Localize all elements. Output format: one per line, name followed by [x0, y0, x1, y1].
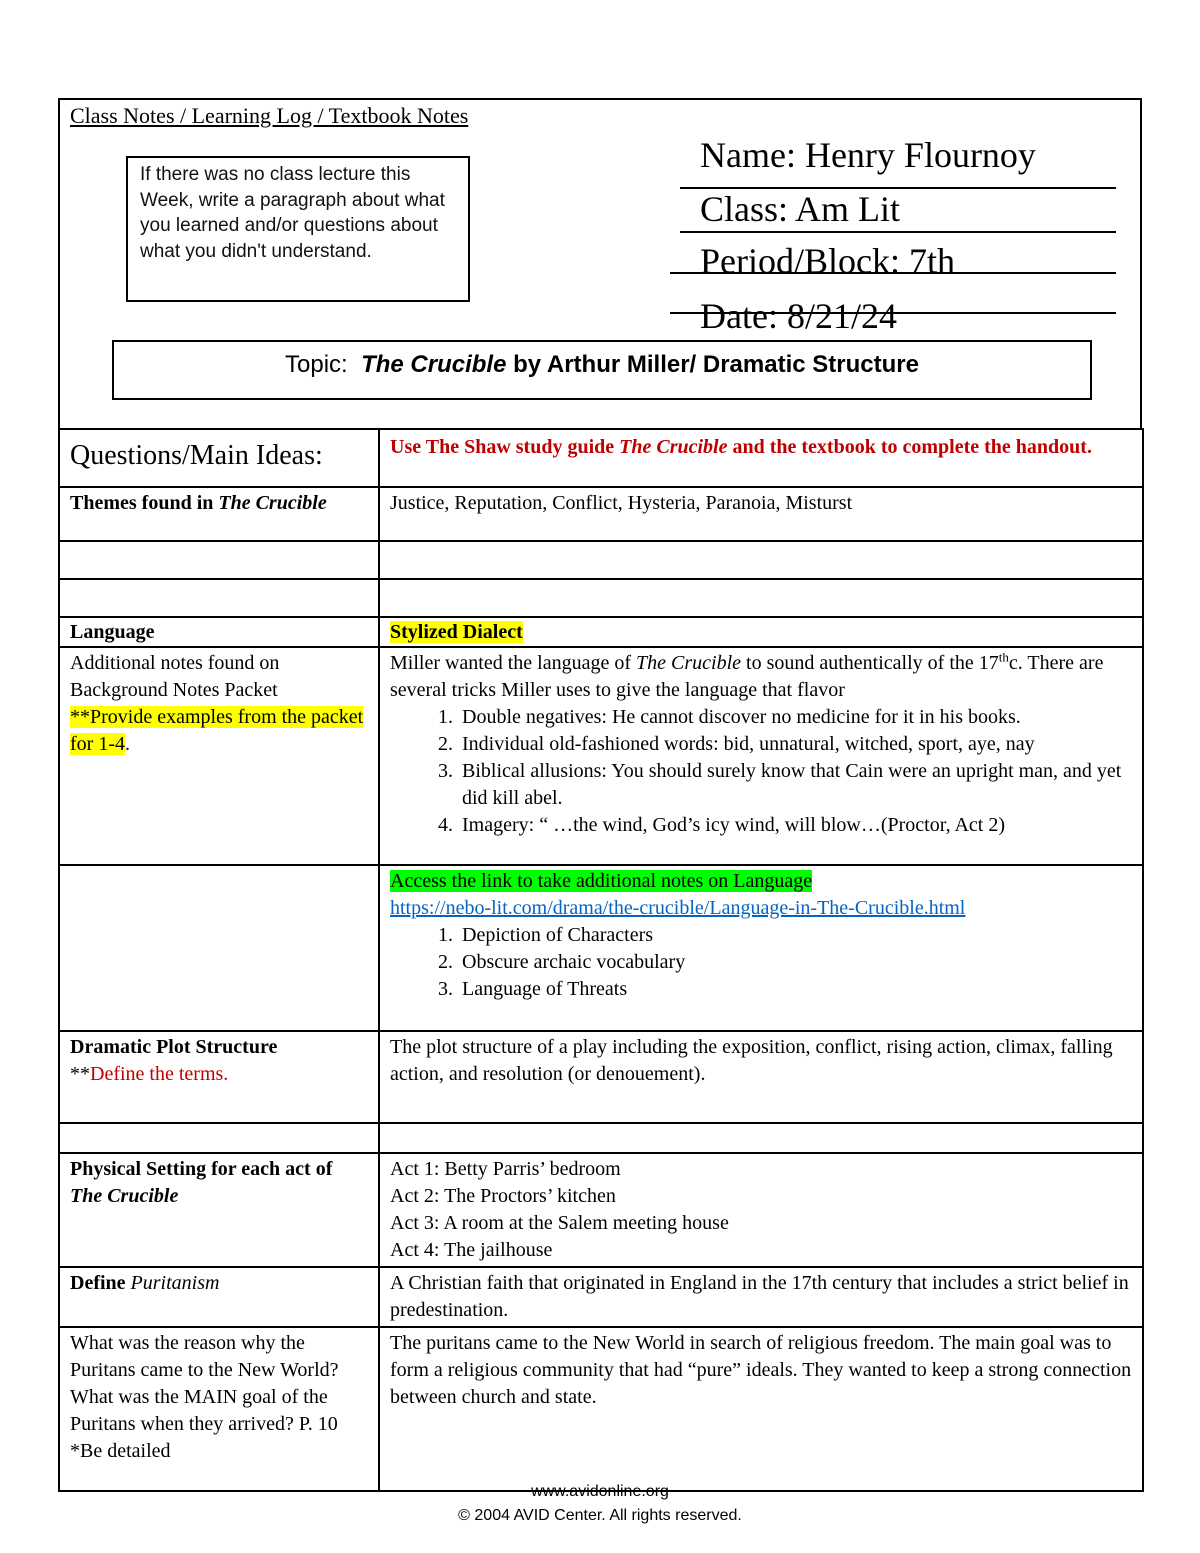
- table-row: [59, 1123, 1143, 1153]
- questions-header: Questions/Main Ideas:: [59, 429, 379, 487]
- additional-notes-cell: [59, 647, 379, 865]
- topic-text: [114, 342, 1090, 398]
- instructions-header-a: Use The Shaw study guide: [390, 436, 620, 458]
- table-row: [59, 647, 1143, 865]
- instructions-header-title: The Crucible: [619, 436, 728, 458]
- empty-cell: [379, 1123, 1143, 1153]
- table-row: [59, 865, 1143, 1031]
- setting-label-a: Physical Setting for each act of: [70, 1158, 333, 1180]
- language-notes-cell: [379, 647, 1143, 865]
- puritans-question-2: What was the MAIN goal of the Puritans when they arrived? P. 10 *Be detailed: [70, 1386, 338, 1462]
- footer-copyright: © 2004 AVID Center. All rights reserved.: [458, 1507, 742, 1524]
- topic-book-title: The Crucible: [361, 351, 507, 378]
- student-name: Name: Henry Flournoy: [700, 135, 1036, 175]
- link-notes-cell: [379, 865, 1143, 1031]
- define-label-term: Puritanism: [130, 1272, 220, 1294]
- empty-cell: [379, 541, 1143, 579]
- puritans-answer: The puritans came to the New World in search of religious freedom. The main goal was to form a religious community that had “pure” ideals. They wanted to keep a strong connection between church and state.: [379, 1327, 1143, 1491]
- table-row: [59, 1267, 1143, 1327]
- setting-label-title: The Crucible: [70, 1185, 179, 1207]
- list-item: 1. Double negatives: He cannot discover no medicine for it in his books.: [458, 704, 1132, 731]
- provide-examples: **Provide examples from the packet for 1-4: [70, 706, 364, 755]
- table-row: [59, 1031, 1143, 1123]
- themes-label-title: The Crucible: [218, 492, 327, 514]
- puritans-question-1: What was the reason why the Puritans came to the New World?: [70, 1332, 339, 1381]
- list-item: 2. Obscure archaic vocabulary: [458, 949, 1132, 976]
- language-value: Stylized Dialect: [390, 621, 523, 643]
- define-value: A Christian faith that originated in England in the 17th century that includes a strict belief in predestination.: [379, 1267, 1143, 1327]
- table-row: [59, 1327, 1143, 1491]
- miller-paragraph: [390, 650, 1132, 704]
- language-value-cell: [379, 617, 1143, 647]
- plot-value: The plot structure of a play including the exposition, conflict, rising action, climax, falling action, and resolution (or denouement).: [379, 1031, 1143, 1123]
- notes-sheet: [58, 98, 1142, 1476]
- topic-description: by Arthur Miller/ Dramatic Structure: [506, 351, 919, 378]
- list-item: 4. Imagery: “ …the wind, God’s icy wind, will blow…(Proctor, Act 2): [458, 812, 1132, 839]
- topic-label: Topic:: [285, 351, 348, 378]
- table-row: [59, 617, 1143, 647]
- list-item: 3. Biblical allusions: You should surely know that Cain were an upright man, and yet did kill abel.: [458, 758, 1132, 812]
- cornell-notes-table: [58, 428, 1144, 1492]
- page-title: Class Notes / Learning Log / Textbook Notes: [70, 103, 469, 128]
- table-row: [59, 579, 1143, 617]
- setting-acts-cell: [379, 1153, 1143, 1267]
- plot-label-cell: [59, 1031, 379, 1123]
- define-label: [59, 1267, 379, 1327]
- access-link-text: Access the link to take additional notes on Language: [390, 870, 813, 892]
- language-label: Language: [59, 617, 379, 647]
- instructions-header-b: and the textbook to complete the handout.: [727, 436, 1092, 458]
- language-tricks-list: [390, 704, 1132, 839]
- empty-cell: [59, 1123, 379, 1153]
- date-field: Date: 8/21/24: [700, 296, 897, 336]
- themes-label-a: Themes found in: [70, 492, 219, 514]
- language-link[interactable]: https://nebo-lit.com/drama/the-crucible/Language-in-The-Crucible.html: [390, 897, 966, 919]
- table-row: [59, 541, 1143, 579]
- setting-act: Act 4: The jailhouse: [390, 1239, 553, 1261]
- instructions-header: [379, 429, 1143, 487]
- miller-c: c. There are several tricks Miller uses to give the language that flavor: [390, 652, 1104, 701]
- miller-sup: th: [998, 649, 1009, 665]
- miller-title: The Crucible: [636, 652, 742, 674]
- empty-cell: [59, 579, 379, 617]
- setting-label: [59, 1153, 379, 1267]
- list-item: 1. Depiction of Characters: [458, 922, 1132, 949]
- miller-a: Miller wanted the language of: [390, 652, 637, 674]
- setting-act: Act 1: Betty Parris’ bedroom: [390, 1158, 621, 1180]
- empty-cell: [59, 865, 379, 1031]
- class-line: [680, 231, 1116, 233]
- plot-define: Define the terms.: [90, 1063, 229, 1085]
- topic-box: [112, 340, 1092, 400]
- header-section: [58, 98, 1142, 430]
- themes-label: [59, 487, 379, 541]
- list-item: 3. Language of Threats: [458, 976, 1132, 1003]
- footer-website: www.avidonline.org: [531, 1483, 669, 1500]
- puritans-question-cell: [59, 1327, 379, 1491]
- class-name: Class: Am Lit: [700, 189, 901, 229]
- plot-stars: **: [70, 1063, 90, 1085]
- setting-act: Act 3: A room at the Salem meeting house: [390, 1212, 729, 1234]
- define-label-a: Define: [70, 1272, 131, 1294]
- list-item: 2. Individual old-fashioned words: bid, unnatural, witched, sport, aye, nay: [458, 731, 1132, 758]
- empty-cell: [379, 579, 1143, 617]
- instructions-text: If there was no class lecture this Week, write a paragraph about what you learned and/or questions about what you didn't understand.: [140, 164, 445, 262]
- table-header-row: [59, 429, 1143, 487]
- provide-examples-end: .: [124, 733, 130, 755]
- period-block: Period/Block: 7th: [700, 241, 955, 281]
- table-row: [59, 1153, 1143, 1267]
- date-line: [670, 312, 1116, 314]
- table-row: [59, 487, 1143, 541]
- setting-act: Act 2: The Proctors’ kitchen: [390, 1185, 616, 1207]
- additional-notes: Additional notes found on Background Notes Packet: [70, 652, 280, 701]
- plot-label: Dramatic Plot Structure: [70, 1036, 278, 1058]
- themes-value: Justice, Reputation, Conflict, Hysteria, Paranoia, Misturst: [379, 487, 1143, 541]
- link-notes-list: [390, 922, 1132, 1003]
- miller-b: to sound authentically of the 17: [741, 652, 999, 674]
- empty-cell: [59, 541, 379, 579]
- period-line: [670, 272, 1116, 274]
